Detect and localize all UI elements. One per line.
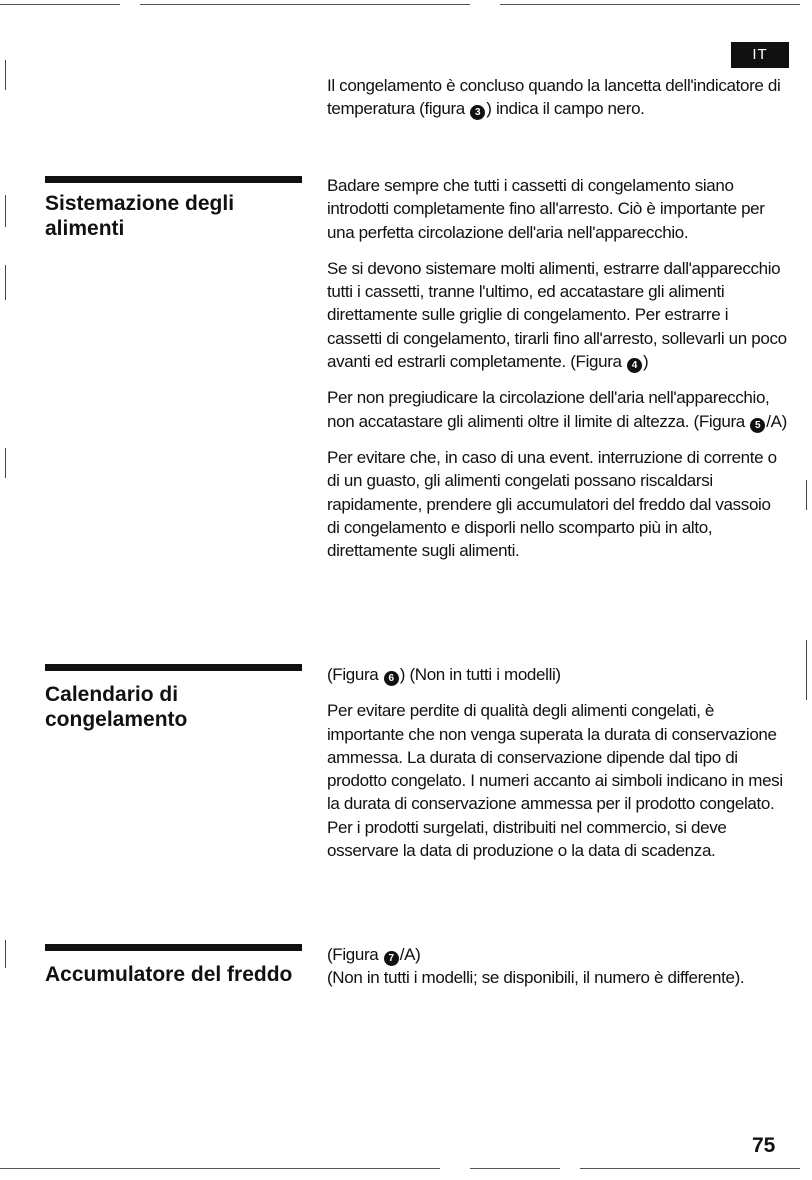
scan-margin-mark — [806, 640, 807, 700]
paragraph: Badare sempre che tutti i cassetti di congelamento siano introdotti completamente fino all'arresto. Ciò è importante per una perfetta circolazione dell'aria nell'apparecchio. — [327, 176, 765, 242]
scan-margin-mark — [5, 448, 6, 478]
figure-number-badge: 5 — [750, 418, 765, 433]
section-heading-calendar: Calendario di congelamento — [45, 683, 188, 731]
scan-margin-mark — [5, 265, 6, 300]
section-rule — [45, 176, 302, 183]
paragraph: Il congelamento è concluso quando la lancetta dell'indicatore di temperatura (figura 3 ) indica il campo nero. — [327, 76, 781, 119]
figure-number-badge: 7 — [384, 951, 399, 966]
scan-margin-mark — [5, 195, 6, 227]
page-number: 75 — [752, 1134, 776, 1157]
scan-edge-bottom — [0, 1168, 812, 1174]
section-body-storage — [327, 174, 787, 562]
figure-number-badge: 4 — [627, 358, 642, 373]
section-rule — [45, 944, 302, 951]
section-rule — [45, 664, 302, 671]
paragraph: Per evitare perdite di qualità degli alimenti congelati, è importante che non venga superata la durata di conservazione ammessa. La durata di conservazione dipende dal tipo di prodotto congelato. I numeri accanto ai simboli indicano in mesi la durata di conservazione ammessa per il prodotto congelato. Per i prodotti surgelati, distribuiti nel commercio, si deve osservare la data di produzione o la data di scadenza. — [327, 701, 783, 861]
figure-number-badge: 6 — [384, 671, 399, 686]
paragraph: Se si devono sistemare molti alimenti, estrarre dall'apparecchio tutti i cassetti, tranne l'ultimo, ed accatastare gli alimenti direttamente sulle griglie di congelamento. Per estrarre i cassetti di congelamento, tirarli fino all'arresto, sollevarli un poco avanti ed estrarli completamente. (Figura 4 ) — [327, 258, 787, 372]
paragraph: (Figura 6 ) (Non in tutti i modelli) — [327, 665, 561, 684]
scan-edge-top — [0, 4, 812, 10]
paragraph: (Figura 7 /A) — [327, 945, 421, 964]
section-heading-cold-accumulator: Accumulatore del freddo — [45, 963, 293, 986]
section-body-calendar — [327, 663, 787, 862]
paragraph: Per non pregiudicare la circolazione dell'aria nell'apparecchio, non accatastare gli alimenti oltre il limite di altezza. (Figura 5 /A) — [327, 388, 787, 431]
figure-number-badge: 3 — [470, 105, 485, 120]
intro-text — [327, 74, 787, 121]
scan-margin-mark — [5, 940, 6, 968]
section-body-cold-accumulator — [327, 943, 787, 990]
paragraph: (Non in tutti i modelli; se disponibili, il numero è differente). — [327, 968, 745, 988]
scan-margin-mark — [5, 60, 6, 90]
section-heading-storage: Sistemazione degli alimenti — [45, 192, 235, 240]
language-tab: IT — [731, 42, 789, 68]
scan-margin-mark — [806, 480, 807, 510]
paragraph: Per evitare che, in caso di una event. interruzione di corrente o di un guasto, gli alimenti congelati possano riscaldarsi rapidamente, prendere gli accumulatori del freddo dal vassoio di congelamento e disporli nello scomparto più in alto, direttamente sugli alimenti. — [327, 447, 777, 561]
